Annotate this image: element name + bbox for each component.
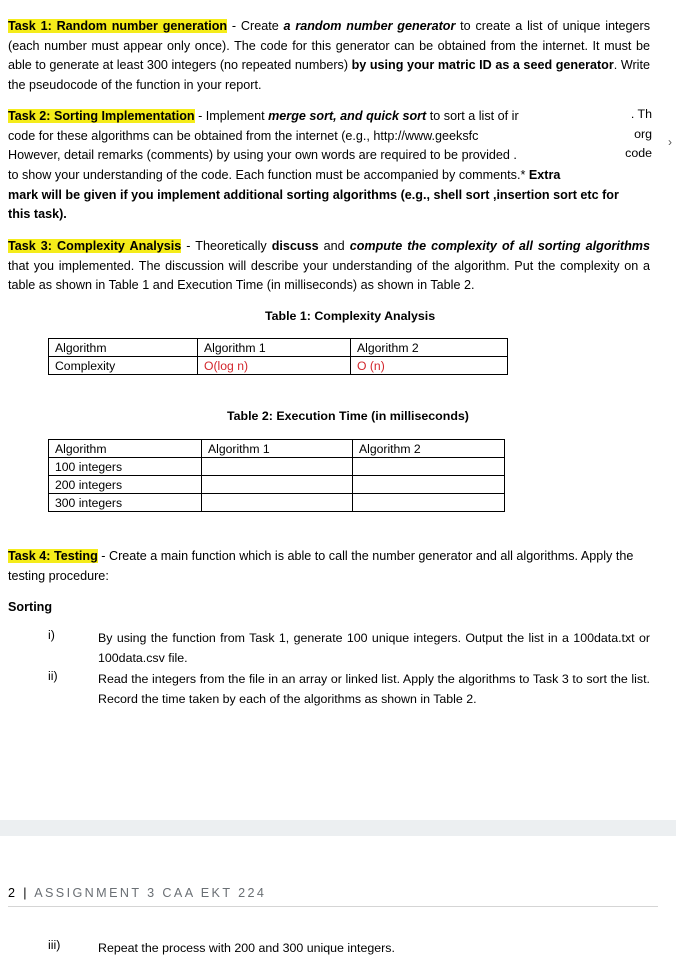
table-row: Algorithm Algorithm 1 Algorithm 2 xyxy=(49,339,508,357)
list-item: By using the function from Task 1, generate 100 unique integers. Output the list in a 100data.txt or 100data.csv file. xyxy=(98,631,650,665)
task4-heading: Task 4: Testing xyxy=(8,549,98,563)
task2-heading: Task 2: Sorting Implementation xyxy=(8,109,195,123)
footer-divider xyxy=(8,906,658,907)
list-item-number: i) xyxy=(48,628,55,642)
task1-paragraph: Task 1: Random number generation - Create a random number generator to create a list of unique integers (each number must appear only once). The code for this generator can be obtained from the internet. It must be able to generate at least 300 integers (no repeated numbers) by using your matric ID as a seed generator. Write the pseudocode of the function in your report. xyxy=(8,19,650,92)
task1-heading: Task 1: Random number generation xyxy=(8,19,228,33)
table-row: 100 integers xyxy=(49,458,505,476)
list-item: Read the integers from the file in an array or linked list. Apply the algorithms to Task 3 to sort the list. Record the time taken by each of the algorithms as shown in Table 2. xyxy=(98,672,650,706)
task2-paragraph: Task 2: Sorting Implementation - Implement merge sort, and quick sort to sort a list of ir code for these algorithms can be obtained from the internet (e.g., http://www.geeksfc However, detail remarks (comments) by using your own words are required to be provided . xyxy=(8,109,519,163)
table-row: 200 integers xyxy=(49,476,505,494)
task2-paragraph-cont: to show your understanding of the code. Each function must be accompanied by comments.* Extra mark will be given if you implement additional sorting algorithms (e.g., shell sort ,insertion sort etc for this task). xyxy=(8,168,619,222)
execution-time-table xyxy=(48,439,505,512)
table1-caption: Table 1: Complexity Analysis xyxy=(265,309,436,323)
list-item-number: iii) xyxy=(48,938,61,952)
complexity-table xyxy=(48,338,508,375)
table2-caption: Table 2: Execution Time (in milliseconds) xyxy=(227,409,469,423)
page-footer: 2 | ASSIGNMENT 3 CAA EKT 224 xyxy=(8,886,267,900)
task3-paragraph: Task 3: Complexity Analysis - Theoretically discuss and compute the complexity of all sorting algorithms that you implemented. The discussion will describe your understanding of the algorithm. Put the complexity on a table as shown in Table 1 and Execution Time (in milliseconds) as shown in Table 2. xyxy=(8,239,650,293)
table-row: Algorithm Algorithm 1 Algorithm 2 xyxy=(49,440,505,458)
table-row: 300 integers xyxy=(49,494,505,512)
chevron-right-icon: › xyxy=(668,135,672,149)
list-item: Repeat the process with 200 and 300 unique integers. xyxy=(98,941,395,955)
sorting-subheading: Sorting xyxy=(8,600,53,614)
list-item-number: ii) xyxy=(48,669,58,683)
table-row: Complexity O(log n) O (n) xyxy=(49,357,508,375)
task3-heading: Task 3: Complexity Analysis xyxy=(8,239,182,253)
task4-paragraph: Task 4: Testing - Create a main function which is able to call the number generator and all algorithms. Apply the testing procedure: xyxy=(8,549,634,583)
document-page-1: Task 1: Random number generation - Create a random number generator to create a list of unique integers (each number must appear only once). The code for this generator can be obtained from the internet. It must be able to generate at least 300 integers (no repeated numbers) by using your matric ID as a seed generator. Write the pseudocode of the function in your report. Task 2: Sorting Implementation - Implement merge sort, and quick sort to sort a list of ir code for these algorithms can be obtained from the internet (e.g., http://www.geeksfc However, detail remarks (comments) by using your own words are required to be provided . . Th org code › to show your understanding of the code. Each function must be accompanied by comments.* Extra mark will be given if you implement additional sorting algorithms (e.g., shell sort ,insertion sort etc for this task). Task 3: Complexity Analysis - Theoretically discuss and compute the complexity of all sorting algorithms that you implemented. The discussion will describe your understanding of the algorithm. Put the complexity on a table as shown in Table 1 and Execution Time (in milliseconds) as shown in Table 2. Table 1: Complexity Analysis Algorithm Algorithm 1 Algorithm 2 Complexity O(log n) O (n) Table 2: Execution Time (in milliseconds) Algorithm Algorithm 1 Algorithm 2 100 integers 200 integers 300 integers Task 4: Testing - Create a main function which is able to call the number generator and all algorithms. Apply the testing procedure: Sorting i) By using the function from Task 1, generate 100 unique integers. Output the list in a 100data.txt or 100data.csv file. ii) Read the integers from the file in an array or linked list. Apply the algorithms to Task 3 to sort the list. Record the time taken by each of the algorithms as shown in Table 2. xyxy=(0,0,676,820)
